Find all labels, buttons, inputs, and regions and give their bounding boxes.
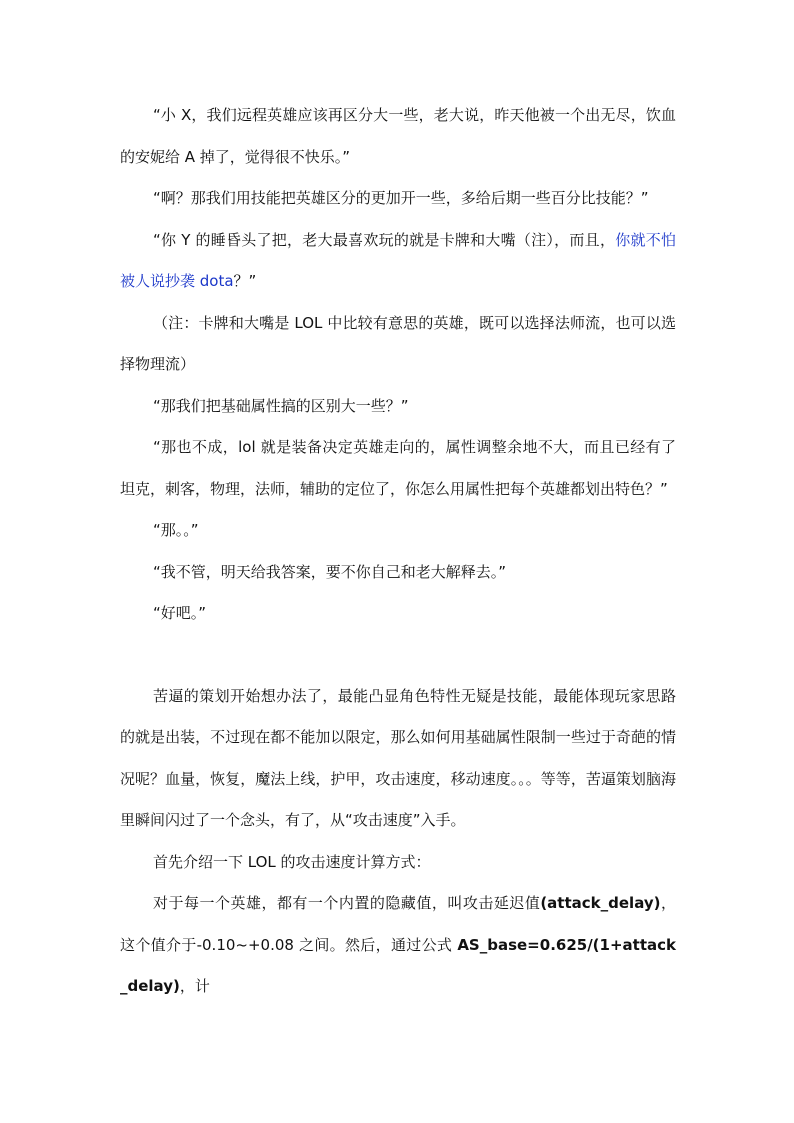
attack-delay-text-2: ，这个值介于-0.10~+0.08 之间。然后，通过公式	[120, 894, 676, 954]
document-body	[120, 95, 676, 1008]
paragraph-dialogue-6: “那。。”	[153, 521, 199, 539]
paragraph-dialogue-3-tail: ？”	[233, 272, 257, 290]
paragraph-dialogue-4: “那我们把基础属性搞的区别大一些？”	[153, 396, 409, 415]
paragraph-dialogue-1: “小 X，我们远程英雄应该再区分大一些，老大说，昨天他被一个出无尽，饮血的安妮给 A 掉了，觉得很不快乐。”	[120, 106, 676, 166]
paragraph-dialogue-3-text: “你 Y 的睡昏头了把，老大最喜欢玩的就是卡牌和大嘴（注），而且，	[153, 230, 616, 249]
paragraph-dialogue-7: “我不管，明天给我答案，要不你自己和老大解释去。”	[153, 562, 507, 581]
attack-speed-formula: AS_base=0.625/(1+attack_delay)	[120, 935, 676, 995]
attack-delay-text-1: 对于每一个英雄，都有一个内置的隐藏值，叫攻击延迟值	[153, 894, 541, 912]
dota-plagiarism-link[interactable]: 你就不怕被人说抄袭 dota	[120, 230, 676, 290]
paragraph-dialogue-3	[120, 220, 676, 303]
paragraph-attack-delay	[120, 883, 676, 1008]
paragraph-dialogue-2: “啊？那我们用技能把英雄区分的更加开一些，多给后期一些百分比技能？”	[153, 189, 649, 207]
paragraph-dialogue-8: “好吧。”	[153, 604, 207, 622]
attack-delay-text-3: ，计	[179, 977, 210, 995]
paragraph-note: （注：卡牌和大嘴是 LOL 中比较有意思的英雄，既可以选择法师流，也可以选择物理流）	[120, 313, 676, 373]
attack-delay-term: (attack_delay)	[540, 894, 661, 912]
paragraph-narrative: 苦逼的策划开始想办法了，最能凸显角色特性无疑是技能，最能体现玩家思路的就是出装，不过现在都不能加以限定，那么如何用基础属性限制一些过于奇葩的情况呢？血量，恢复，魔法上线，护甲，攻击速度，移动速度。。。等等，苦逼策划脑海里瞬间闪过了一个念头，有了，从“攻击速度”入手。	[120, 686, 676, 829]
paragraph-intro-attack-speed: 首先介绍一下 LOL 的攻击速度计算方式：	[153, 852, 431, 871]
paragraph-dialogue-5: “那也不成，lol 就是装备决定英雄走向的，属性调整余地不大，而且已经有了坦克，刺客，物理，法师，辅助的定位了，你怎么用属性把每个英雄都划出特色？”	[120, 438, 676, 498]
